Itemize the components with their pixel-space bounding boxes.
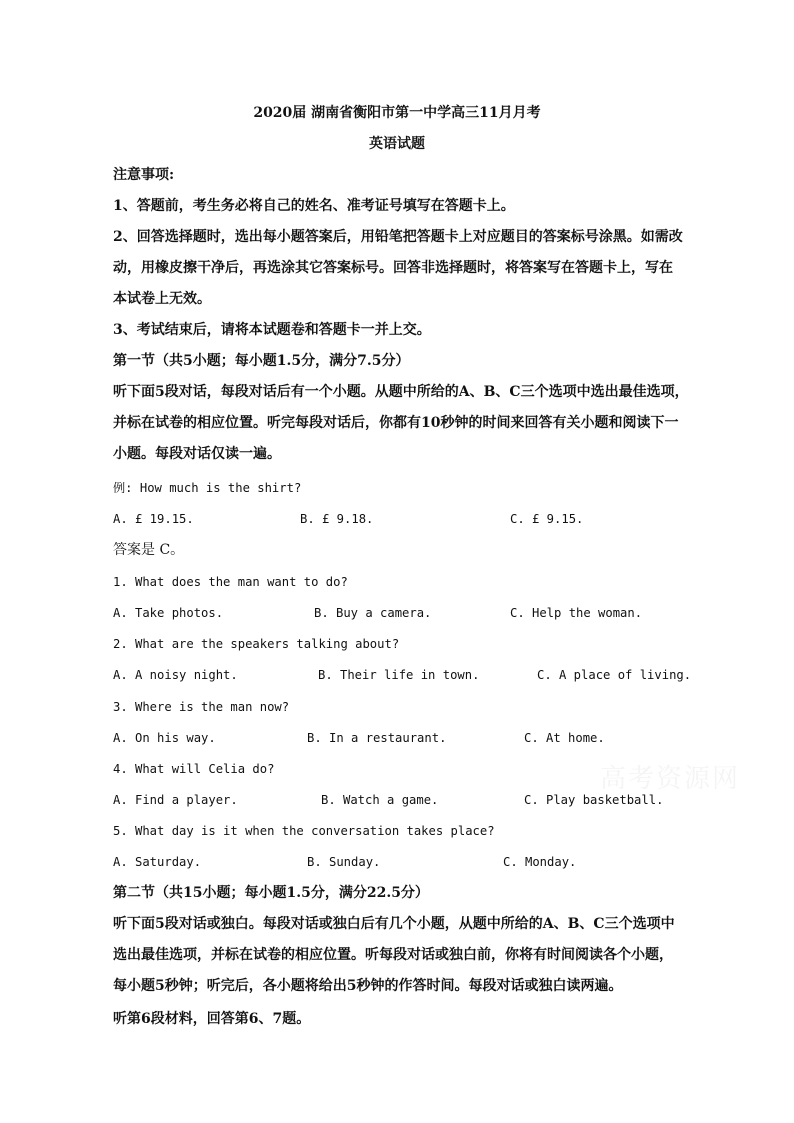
- q2-option-c: C. A place of living.: [537, 668, 692, 682]
- notes-item: 1、答题前，考生务必将自己的姓名、准考证号填写在答题卡上。: [113, 198, 515, 214]
- example-option-a: A. £ 19.15.: [113, 512, 194, 526]
- section1-heading: 第一节（共5小题；每小题1.5分，满分7.5分）: [113, 353, 410, 369]
- section2-heading: 第二节（共15小题；每小题1.5分，满分22.5分）: [113, 885, 429, 901]
- q5-option-b: B. Sunday.: [307, 855, 381, 869]
- q4-option-c: C. Play basketball.: [524, 793, 664, 807]
- section1-instruction: 小题。每段对话仅读一遍。: [113, 446, 281, 462]
- question-1: 1. What does the man want to do?: [113, 575, 348, 589]
- section1-instruction: 并标在试卷的相应位置。听完每段对话后，你都有10秒钟的时间来回答有关小题和阅读下一: [113, 415, 679, 431]
- section1-instruction: 听下面5段对话，每段对话后有一个小题。从题中所给的A、B、C三个选项中选出最佳选项，: [113, 384, 689, 400]
- notes-item: 2、回答选择题时，选出每小题答案后，用铅笔把答题卡上对应题目的答案标号涂黑。如需改: [113, 229, 683, 245]
- example-answer: 答案是 C。: [113, 542, 185, 558]
- notes-item: 3、考试结束后，请将本试题卷和答题卡一并上交。: [113, 322, 431, 338]
- q5-option-c: C. Monday.: [503, 855, 577, 869]
- question-3: 3. Where is the man now?: [113, 700, 290, 714]
- notes-heading: 注意事项:: [113, 167, 175, 183]
- notes-item: 本试卷上无效。: [113, 291, 211, 307]
- question-4: 4. What will Celia do?: [113, 762, 275, 776]
- section2-instruction: 听下面5段对话或独白。每段对话或独白后有几个小题，从题中所给的A、B、C三个选项中: [113, 916, 675, 932]
- q1-option-a: A. Take photos.: [113, 606, 224, 620]
- q2-option-a: A. A noisy night.: [113, 668, 238, 682]
- example-option-b: B. £ 9.18.: [300, 512, 374, 526]
- q3-option-b: B. In a restaurant.: [307, 731, 447, 745]
- watermark: 高考资源网: [600, 764, 741, 794]
- notes-item: 动，用橡皮擦干净后，再选涂其它答案标号。回答非选择题时，将答案写在答题卡上，写在: [113, 260, 673, 276]
- question-2: 2. What are the speakers talking about?: [113, 637, 400, 651]
- q4-option-b: B. Watch a game.: [321, 793, 439, 807]
- q1-option-b: B. Buy a camera.: [314, 606, 432, 620]
- q3-option-a: A. On his way.: [113, 731, 216, 745]
- exam-subtitle: 英语试题: [369, 136, 425, 152]
- example-option-c: C. £ 9.15.: [510, 512, 584, 526]
- section2-instruction: 选出最佳选项，并标在试卷的相应位置。听每段对话或独白前，你将有时间阅读各个小题，: [113, 947, 673, 963]
- section2-material-prompt: 听第6段材料，回答第6、7题。: [113, 1011, 311, 1027]
- q2-option-b: B. Their life in town.: [318, 668, 480, 682]
- q5-option-a: A. Saturday.: [113, 855, 202, 869]
- example-question: 例: How much is the shirt?: [113, 481, 302, 495]
- q4-option-a: A. Find a player.: [113, 793, 238, 807]
- question-5: 5. What day is it when the conversation takes place?: [113, 824, 495, 838]
- q1-option-c: C. Help the woman.: [510, 606, 643, 620]
- q3-option-c: C. At home.: [524, 731, 605, 745]
- section2-instruction: 每小题5秒钟；听完后，各小题将给出5秒钟的作答时间。每段对话或独白读两遍。: [113, 978, 623, 994]
- exam-title: 2020届 湖南省衡阳市第一中学高三11月月考: [253, 105, 541, 121]
